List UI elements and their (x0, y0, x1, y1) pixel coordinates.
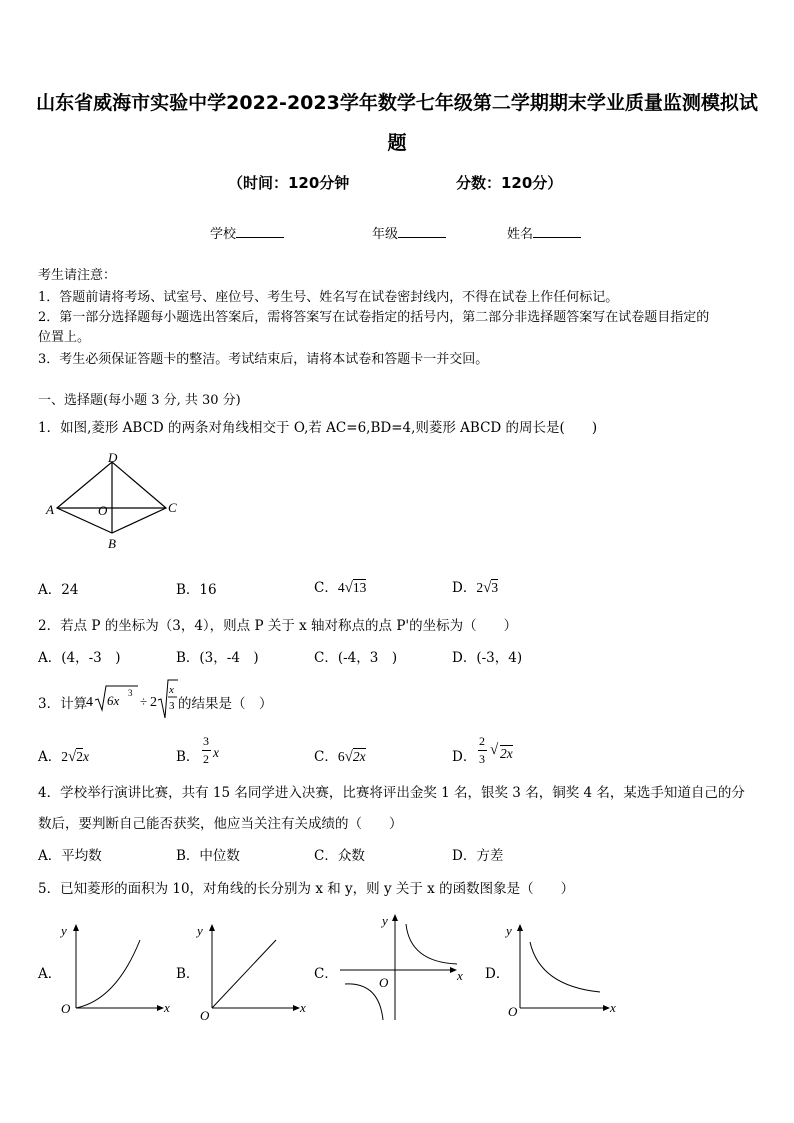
q2-option-a: A．(4，-3 ) (38, 650, 121, 666)
grade-label: 年级 (372, 227, 399, 242)
note-item-3: 3．考生必须保证答题卡的整洁。考试结束后，请将本试卷和答题卡一并交回。 (38, 352, 489, 367)
q5-graph-b (192, 920, 312, 1020)
q1-rhombus-figure (40, 448, 190, 553)
svg-text:y: y (382, 913, 388, 928)
q1-label-C: C (168, 500, 177, 515)
svg-text:3: 3 (169, 700, 175, 712)
q1-option-b: B．16 (176, 582, 217, 598)
svg-text:y: y (197, 923, 203, 938)
q5-option-a-label: A． (38, 966, 62, 982)
svg-text:y: y (61, 923, 67, 938)
school-label: 学校 (210, 227, 237, 242)
q4-stem-line2: 数后，要判断自己能否获奖，他应当关注有关成绩的（ ） (38, 816, 403, 832)
q1-label-A: A (46, 502, 54, 517)
exam-title-line1: 山东省威海市实验中学2022-2023学年数学七年级第二学期期末学业质量监测模拟试 (36, 92, 758, 114)
grade-blank[interactable] (398, 225, 446, 238)
q2-stem: 2．若点 P 的坐标为（3，4），则点 P 关于 x 轴对称点的点 P'的坐标为（ ） (38, 618, 518, 634)
q1-label-B: B (108, 536, 116, 551)
q2-option-b: B．(3，-4 ) (176, 650, 259, 666)
svg-text:÷: ÷ (140, 694, 148, 709)
svg-text:x: x (164, 1000, 170, 1015)
q5-option-d-label: D． (485, 966, 510, 982)
notes-heading: 考生请注意： (38, 268, 117, 283)
svg-text:O: O (61, 1001, 71, 1016)
svg-text:y: y (506, 923, 512, 938)
q2-option-c: C．(-4，3 ) (314, 650, 398, 666)
svg-text:2: 2 (150, 695, 157, 710)
q4-option-a: A．平均数 (38, 848, 102, 864)
q1-option-d: D．2√3 (452, 580, 499, 596)
note-item-2-line1: 2．第一部分选择题每小题选出答案后，需将答案写在试卷指定的括号内，第二部分非选择题答案写在试卷题目指定的 (38, 310, 710, 325)
q5-graph-a (56, 920, 176, 1020)
svg-text:x: x (169, 684, 174, 696)
svg-text:O: O (200, 1008, 210, 1020)
q5-option-c-label: C． (314, 966, 338, 982)
q3-option-c: C．6√2x (314, 749, 366, 765)
exam-score: 分数：120分） (456, 174, 563, 192)
q1-option-c: C．4√13 (314, 580, 367, 596)
svg-text:x: x (610, 1000, 616, 1015)
q5-graph-d (500, 920, 625, 1020)
grade-field (372, 223, 446, 242)
q4-option-c: C．众数 (314, 848, 365, 864)
school-blank[interactable] (236, 225, 284, 238)
q3-expression (86, 678, 181, 722)
q5-stem: 5．已知菱形的面积为 10，对角线的长分别为 x 和 y，则 y 关于 x 的函数图象是（ ） (38, 881, 575, 897)
q3-stem-post: 的结果是（ ） (178, 696, 273, 712)
name-label: 姓名 (507, 227, 534, 242)
q1-stem: 1．如图,菱形 ABCD 的两条对角线相交于 O,若 AC=6,BD=4,则菱形 ABCD 的周长是( ) (38, 420, 598, 436)
q5-graph-c (335, 910, 475, 1025)
name-blank[interactable] (533, 225, 581, 238)
q4-option-b: B．中位数 (176, 848, 240, 864)
q3-stem-pre: 3．计算 (38, 696, 88, 712)
note-item-1: 1．答题前请将考场、试室号、座位号、考生号、姓名写在试卷密封线内，不得在试卷上作任何标记。 (38, 290, 619, 305)
section1-heading: 一、选择题(每小题 3 分, 共 30 分) (38, 393, 241, 408)
svg-text:O: O (379, 975, 389, 990)
q4-stem-line1: 4．学校举行演讲比赛，共有 15 名同学进入决赛，比赛将评出金奖 1 名，银奖 3 名，铜奖 4 名，某选手知道自己的分 (38, 785, 745, 801)
svg-text:O: O (508, 1004, 518, 1019)
svg-text:4: 4 (86, 695, 93, 710)
q3-option-a: A．2√2x (38, 749, 89, 765)
q1-option-a: A．24 (38, 582, 79, 598)
svg-text:6x: 6x (107, 693, 120, 708)
q2-option-d: D．(-3，4) (452, 650, 523, 666)
svg-text:3: 3 (128, 688, 133, 698)
note-item-2-line2: 位置上。 (38, 330, 91, 345)
exam-title-line2: 题 (387, 132, 407, 154)
svg-text:x: x (300, 1000, 306, 1015)
q5-option-b-label: B． (176, 966, 200, 982)
svg-text:x: x (457, 968, 463, 983)
q1-label-D: D (108, 450, 118, 465)
school-field (210, 223, 284, 242)
q4-option-d: D．方差 (452, 848, 504, 864)
name-field (507, 223, 581, 242)
exam-time: （时间：120分钟 (228, 174, 350, 192)
q1-label-O: O (98, 503, 108, 518)
